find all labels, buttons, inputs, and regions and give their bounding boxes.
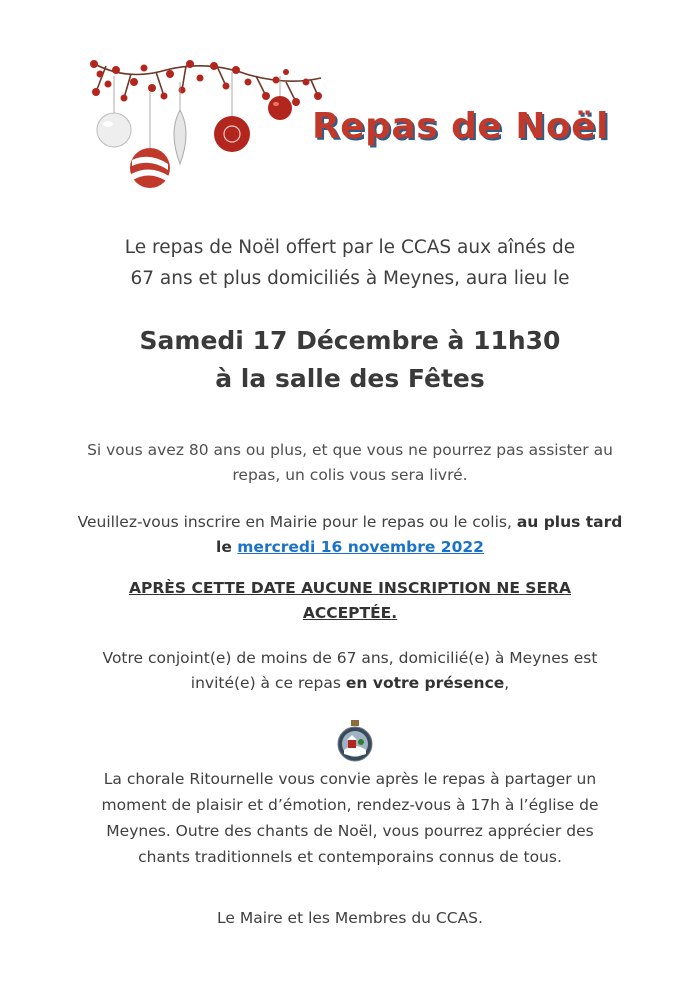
intro-line-2: 67 ans et plus domiciliés à Meynes, aura lieu le — [130, 268, 570, 289]
registration-deadline-label: au plus tard — [516, 513, 623, 531]
page-title: Repas de Noël — [312, 106, 609, 147]
warning-line-2: ACCEPTÉE — [302, 604, 392, 622]
snow-globe-ornament-icon — [336, 720, 374, 764]
signature: Le Maire et les Membres du CCAS. — [217, 909, 483, 927]
intro-line-1: Le repas de Noël offert par le CCAS aux aînés de — [124, 237, 576, 258]
event-details — [60, 322, 640, 398]
spouse-line-2-text: invité(e) à ce repas — [190, 674, 346, 692]
spouse-line-1: Votre conjoint(e) de moins de 67 ans, domicilié(e) à Meynes est — [102, 649, 598, 667]
deadline-date-link[interactable]: mercredi 16 novembre 2022 — [237, 538, 484, 556]
chorale-line-4: chants traditionnels et contemporains connus de tous. — [138, 848, 562, 866]
christmas-baubles-berries-icon — [86, 52, 326, 202]
chorale-paragraph — [60, 766, 640, 870]
over-80-line-2: repas, un colis vous sera livré. — [232, 466, 468, 484]
warning-notice: APRÈS CETTE DATE AUCUNE INSCRIPTION NE SERA ACCEPTÉE. — [60, 576, 640, 626]
over-80-paragraph — [60, 438, 640, 488]
registration-paragraph — [60, 510, 640, 560]
chorale-line-2: moment de plaisir et d’émotion, rendez-vous à 17h à l’église de — [101, 796, 599, 814]
chorale-line-1: La chorale Ritournelle vous convie après le repas à partager un — [103, 770, 597, 788]
spouse-paragraph: Votre conjoint(e) de moins de 67 ans, domicilié(e) à Meynes est invité(e) à ce repas en votre présence, — [60, 646, 640, 696]
warning-line-1: APRÈS CETTE DATE AUCUNE INSCRIPTION NE SERA — [129, 579, 571, 597]
registration-prefix: le — [216, 538, 238, 556]
registration-text: Veuillez-vous inscrire en Mairie pour le repas ou le colis, — [77, 513, 517, 531]
spouse-line-2-bold: en votre présence — [345, 674, 505, 692]
intro-paragraph — [60, 232, 640, 294]
event-place: à la salle des Fêtes — [215, 364, 485, 393]
over-80-line-1: Si vous avez 80 ans ou plus, et que vous ne pourrez pas assister au — [87, 441, 613, 459]
chorale-line-3: Meynes. Outre des chants de Noël, vous pourrez apprécier des — [106, 822, 594, 840]
event-date: Samedi 17 Décembre à 11h30 — [139, 326, 561, 355]
